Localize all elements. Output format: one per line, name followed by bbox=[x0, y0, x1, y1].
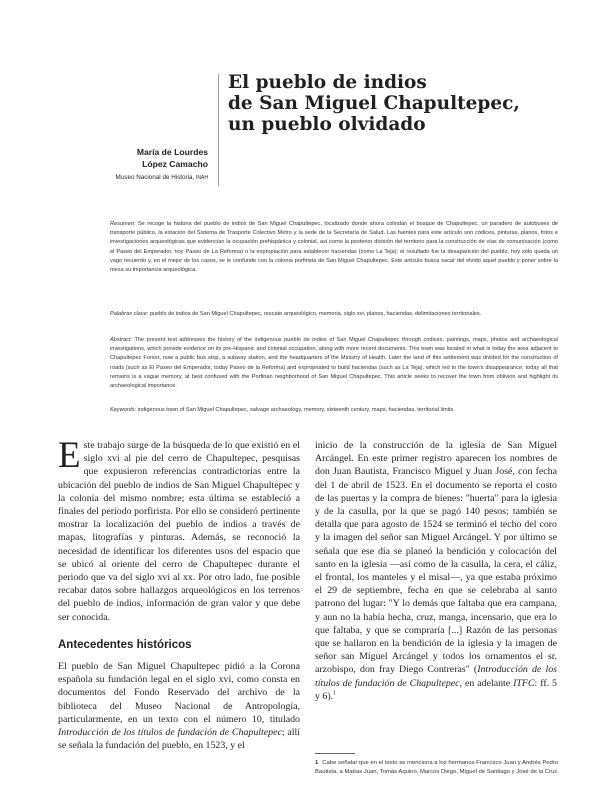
abstract-label: Abstract: bbox=[110, 337, 133, 343]
keywords-label: Palabras clave: bbox=[110, 311, 149, 317]
keywords-label: Keywords: bbox=[110, 407, 137, 413]
abstract-text: The present text addresses the history of the indigenous pueblo de indios of San Miguel Chapultepec through codices, paintings, maps, photos and archaeological investigations, which provide evidence on its pre-Hispanic and colonial occupation, along with more recent documents. This town was located in what is today the area adjacent to Chapultepec Forest, now a public bus stop, a subway station, and the headquarters of the Ministry of Health. Later the land of this settlement was divided for the construction of roads (such as El Paseo del Emperador, today Paseo de la Reforma) and expropriated to build haciendas (such as La Teja), which led to the town's disappearance; today all that remains is a vague memory, at best confused with the Porfirian neighborhood of San Miguel Chapultepec. This article seeks to recover the town from oblivion and highlight its archaeological importance. bbox=[110, 337, 559, 390]
drop-cap: E bbox=[58, 435, 81, 476]
affiliation-suffix: INAH bbox=[196, 175, 208, 181]
keywords-english bbox=[110, 406, 558, 415]
article-title bbox=[228, 72, 588, 135]
body-column-left bbox=[58, 435, 300, 624]
footnote bbox=[315, 759, 560, 776]
footnote-divider bbox=[315, 753, 355, 754]
section-text-end: ; allí se señala la fundación del pueblo, en 1523, y el bbox=[58, 727, 301, 752]
title-line: un pueblo olvidado bbox=[228, 114, 426, 135]
affiliation-name: Museo Nacional de Historia, bbox=[115, 174, 195, 181]
document-title: Introducción de los títulos de fundación de Chapultepec bbox=[315, 664, 557, 689]
title-divider bbox=[218, 74, 219, 186]
author-affiliation bbox=[60, 173, 208, 183]
intro-text: ste trabajo surge de la búsqueda de lo que existió en el siglo xvi al pie del cerro de Chapultepec, pesquisas que expusieron referencias contradictorias entre la ubicación del pueblo de indios de San Miguel Chapultepec y la colonia del mismo nombre; esta última se estableció a finales del periodo porfirista. Por ello se consideró pertinente mostrar la localización del pueblo de indios a través de mapas, litografías y pinturas. Además, se reconoció la necesidad de identificar los diferentes usos del espacio que se ubicó al oriente del cerro de Chapultepec durante el periodo que va del siglo xvi al xx. Por otro lado, fue posible recabar datos sobre hallazgos arqueológicos en los terrenos del pueblo de indios, información de gran valor y que debe ser conocida. bbox=[58, 440, 300, 623]
author-name bbox=[100, 147, 208, 170]
body-column-right bbox=[315, 439, 557, 703]
intro-paragraph bbox=[58, 435, 300, 624]
keywords-spanish bbox=[110, 310, 558, 319]
footnote-number: 1 bbox=[315, 760, 319, 766]
abstract-english bbox=[110, 336, 558, 391]
title-line: El pueblo de indios bbox=[228, 72, 427, 93]
keywords-text: pueblo de indios de San Miguel Chapultepec, rescate arqueológico, memoria, siglo xvi, planos, haciendas, delimitaciones territoriales. bbox=[149, 311, 482, 317]
title-line: de San Miguel Chapultepec, bbox=[228, 93, 520, 114]
section-text: El pueblo de San Miguel Chapultepec pidió a la Corona española su fundación legal en el siglo xvi, como consta en documentos del Fondo Reservado del archivo de la biblioteca del Museo Nacional de Antropología, particularmente, en un texto con el número 10, titulado bbox=[58, 661, 300, 725]
col2-text: inicio de la construcción de la iglesia de San Miguel Arcángel. En este primer registro aparecen los nombres de don Juan Bautista, Francisco Miguel y Juan José, con fecha del 1 de abril de 1523. En el documento se reporta el costo de las puertas y la compra de bienes: "huerta" para la iglesia y de la casulla, por la que se pagó 140 pesos; también se detalla que para agosto de 1524 se terminó el techo del coro y la imagen del señor san Miguel Arcángel. Y por último se señala que ese día se planeó la bendición y colocación del santo en la iglesia —así como de la casulla, la cera, el cáliz, el frontal, los manteles y el misal—, ya que estaba próximo el 29 de septiembre, fecha en que se celebraba al santo patrono del lugar: "Y lo demás que faltaba que era campana, y aun no la había hecha, cruz, manga, incensario, que era lo que faltaba, y que se compraría [...] Razón de las personas que se hallaron en la bendición de la iglesia y la imagen de señor san Miguel Arcángel y todos los ornamentos el sr. arzobispo, don fray Diego Contreras" ( bbox=[315, 440, 557, 676]
footnote-ref: 1 bbox=[333, 690, 337, 697]
col2-text: , en adelante bbox=[459, 677, 511, 689]
abstract-label: Resumen: bbox=[110, 221, 136, 227]
abstract-text: Se recoge la historia del pueblo de indios de San Miguel Chapultepec, localizado donde ahora colindan el bosque de Chapultepec, un paradero de autobuses de transporte público, la estación del Sistema de Trasporte Colectivo Metro y la sede de la Secretaría de Salud. Las fuentes para este artículo son códices, pinturas, planos, fotos e investigaciones arqueológicas que evidencian la ocupación prehispánica y colonial, así como la posterior división del territorio para la construcción de vías de comunicación (como el Paseo del Emperador, hoy Paseo de La Reforma) o la expropiación para establecer haciendas (como La Teja); el resultado fue la desaparición del pueblo; hoy sólo queda un vago recuerdo y, en el mejor de los casos, se le confunde con la colonia porfirista de San Miguel Chapultepec. Este artículo busca sacar del olvido aquel pueblo y poner sobre la mesa su importancia arqueológica. bbox=[110, 221, 558, 274]
abstract-spanish bbox=[110, 220, 558, 275]
footnote-text: Cabe señalar que en el texto se menciona a los hermanos Francisco Juan y Andrés Pedro Bautista, a Matías Juan, Tomás Aquino, Marcos Diego, Miguel de Santiago y José de la Cruz. bbox=[315, 760, 559, 775]
section-heading: Antecedentes históricos bbox=[58, 639, 192, 651]
document-title: Introducción de los títulos de fundación de Chapultepec bbox=[58, 727, 282, 739]
col2-text: : ff. 5 y 6). bbox=[315, 677, 557, 702]
keywords-text: indigenous town of San Miguel Chapultepec, salvage archaeology, memory, sixteenth century, maps, haciendas, territorial limits. bbox=[137, 407, 455, 413]
author-line: María de Lourdes bbox=[136, 147, 208, 157]
abbreviation: ITFC bbox=[513, 677, 535, 689]
author-line: López Camacho bbox=[142, 158, 208, 169]
section-paragraph bbox=[58, 660, 300, 752]
